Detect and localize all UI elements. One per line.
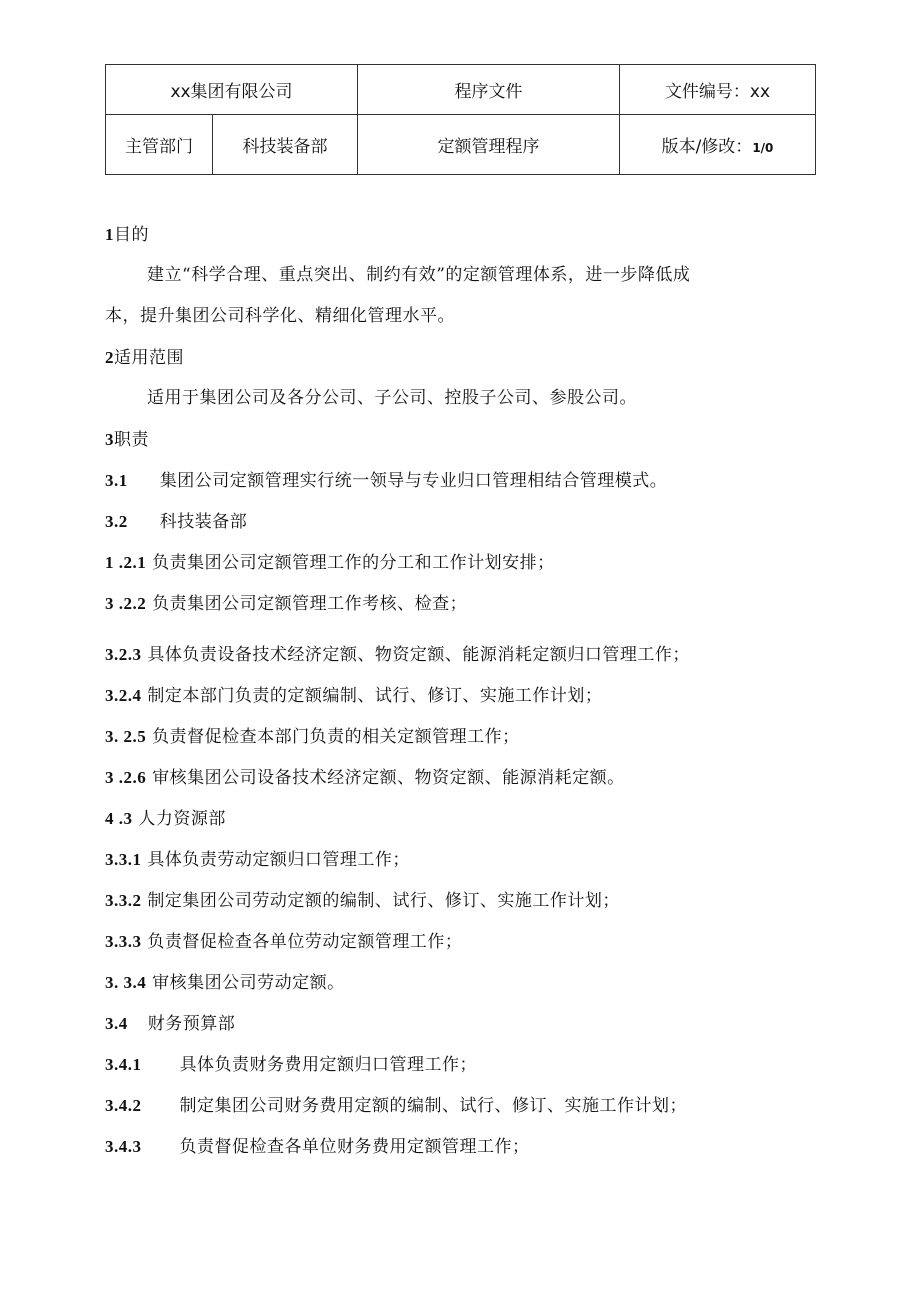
list-item: 4 .3 人力资源部 xyxy=(105,809,226,829)
document-body xyxy=(105,214,805,1167)
section-heading: 2适用范围 xyxy=(105,348,184,368)
header-row-1 xyxy=(106,65,816,115)
list-item: 3.4.2 制定集团公司财务费用定额的编制、试行、修订、实施工作计划； xyxy=(105,1096,687,1116)
paragraph-line: 建立“科学合理、重点突出、制约有效”的定额管理体系，进一步降低成 xyxy=(147,265,691,285)
procedure-title: 定额管理程序 xyxy=(358,115,620,175)
list-item: 3.2.3 具体负责设备技术经济定额、物资定额、能源消耗定额归口管理工作； xyxy=(105,645,690,665)
list-item: 3.1 集团公司定额管理实行统一领导与专业归口管理相结合管理模式。 xyxy=(105,471,668,491)
version-value: 1/0 xyxy=(752,141,774,155)
list-item: 3.3.1 具体负责劳动定额归口管理工作； xyxy=(105,850,410,870)
section-heading: 3职责 xyxy=(105,430,149,450)
list-item: 3. 3.4 审核集团公司劳动定额。 xyxy=(105,973,345,993)
version-cell xyxy=(620,115,816,175)
section-heading: 1目的 xyxy=(105,225,149,245)
list-item: 3.4.3 负责督促检查各单位财务费用定额管理工作； xyxy=(105,1137,530,1157)
version-label: 版本/修改： xyxy=(661,137,753,157)
company-name: xx集团有限公司 xyxy=(106,65,358,115)
list-item: 3 .2.2 负责集团公司定额管理工作考核、检查； xyxy=(105,594,468,614)
list-item: 3.2.4 制定本部门负责的定额编制、试行、修订、实施工作计划； xyxy=(105,686,603,706)
list-item: 3.3.3 负责督促检查各单位劳动定额管理工作； xyxy=(105,932,463,952)
list-item: 1 .2.1 负责集团公司定额管理工作的分工和工作计划安排； xyxy=(105,553,555,573)
list-item: 3. 2.5 负责督促检查本部门负责的相关定额管理工作； xyxy=(105,727,520,747)
paragraph-line: 本，提升集团公司科学化、精细化管理水平。 xyxy=(105,306,455,326)
paragraph-line: 适用于集团公司及各分公司、子公司、控股子公司、参股公司。 xyxy=(147,388,637,408)
doc-number: 文件编号：xx xyxy=(620,65,816,115)
list-item: 3.3.2 制定集团公司劳动定额的编制、试行、修订、实施工作计划； xyxy=(105,891,620,911)
list-item: 3.2 科技装备部 xyxy=(105,512,248,532)
dept-value: 科技装备部 xyxy=(213,115,358,175)
list-item: 3.4.1 具体负责财务费用定额归口管理工作； xyxy=(105,1055,477,1075)
dept-label: 主管部门 xyxy=(106,115,213,175)
list-item: 3 .2.6 审核集团公司设备技术经济定额、物资定额、能源消耗定额。 xyxy=(105,768,625,788)
doc-type: 程序文件 xyxy=(358,65,620,115)
list-item: 3.4 财务预算部 xyxy=(105,1014,236,1034)
document-header-table xyxy=(105,64,816,175)
header-row-2 xyxy=(106,115,816,175)
